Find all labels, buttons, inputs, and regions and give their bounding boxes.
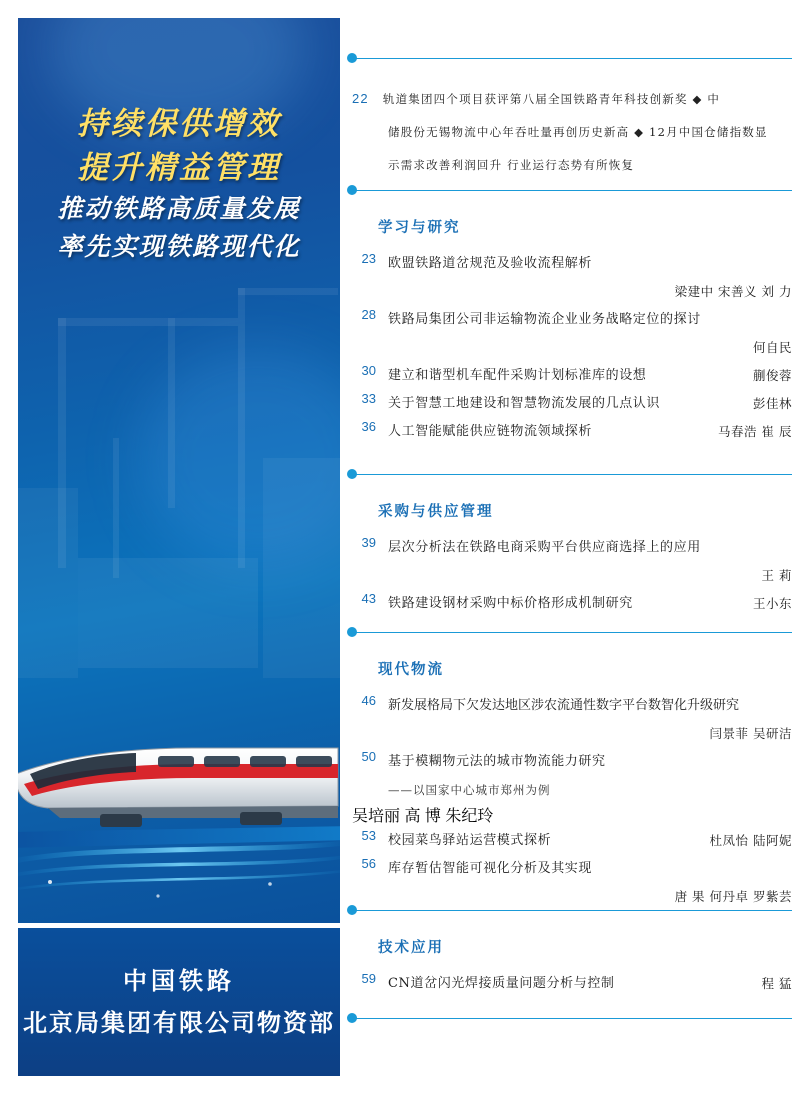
entry-page-number: 43	[361, 591, 376, 606]
entry-title: 基于模糊物元法的城市物流能力研究	[388, 754, 606, 769]
section-study-research	[352, 216, 792, 447]
section-title-technology-application: 技术应用	[378, 939, 444, 956]
divider-bullet-4	[347, 627, 357, 637]
section-technology-application	[352, 936, 792, 999]
entry-page-number: 50	[361, 749, 376, 764]
table-of-contents	[352, 18, 792, 1076]
crane-silhouette-6	[113, 438, 119, 578]
entry-page-number: 53	[361, 828, 376, 843]
divider-rule-1	[352, 58, 792, 59]
crane-silhouette-2	[58, 318, 238, 326]
news-line-1	[352, 82, 792, 116]
cover-footer-divider	[18, 923, 340, 928]
entry-title: 人工智能赋能供应链物流领域探析	[388, 424, 593, 439]
cover-title-line-1: 持续保供增效	[77, 106, 281, 142]
entry-title: 铁路建设钢材采购中标价格形成机制研究	[388, 596, 633, 611]
cover-title-line-2: 提升精益管理	[77, 150, 281, 186]
entry-title: CN道岔闪光焊接质量问题分析与控制	[388, 976, 615, 991]
entry-title: 库存暂估智能可视化分析及其实现	[388, 861, 593, 876]
section-modern-logistics	[352, 658, 792, 912]
entry-authors: 马春浩 崔 辰	[718, 424, 792, 439]
toc-entry[interactable]	[352, 535, 792, 561]
entry-page-number: 39	[361, 535, 376, 550]
toc-entry[interactable]	[352, 693, 792, 719]
news-text-2: 储股份无锡物流中心年吞吐量再创历史新高 ◆ 12月中国仓储指数显	[388, 125, 768, 139]
entry-page-number: 46	[361, 693, 376, 708]
divider-bullet-1	[347, 53, 357, 63]
section-title-procurement-supply: 采购与供应管理	[378, 503, 494, 520]
building-silhouette-1	[18, 488, 78, 678]
magazine-cover-panel	[18, 18, 340, 1076]
entry-page-number: 30	[361, 363, 376, 378]
entry-authors: 闫景菲 吴研洁	[709, 726, 792, 741]
toc-entry-subtitle-row	[352, 777, 792, 826]
news-digest-block	[352, 82, 792, 182]
entry-title: 铁路局集团公司非运输物流企业业务战略定位的探讨	[388, 312, 701, 327]
crane-silhouette-3	[168, 318, 175, 508]
toc-entry[interactable]	[352, 591, 792, 617]
entry-title: 新发展格局下欠发达地区涉农流通性数字平台数智化升级研究	[388, 698, 740, 713]
news-line-3	[388, 149, 792, 182]
toc-entry[interactable]	[352, 856, 792, 882]
toc-entry[interactable]	[352, 419, 792, 445]
entry-title: 校园菜鸟驿站运营模式探析	[388, 833, 552, 848]
entry-title: 关于智慧工地建设和智慧物流发展的几点认识	[388, 396, 661, 411]
entry-title: 建立和谐型机车配件采购计划标准库的设想	[388, 368, 647, 383]
entry-authors: 梁建中 宋善义 刘 力	[674, 284, 792, 299]
entry-page-number: 33	[361, 391, 376, 406]
entry-page-number: 28	[361, 307, 376, 322]
section-procurement-supply	[352, 500, 792, 619]
divider-bullet-3	[347, 469, 357, 479]
news-page-number: 22	[352, 91, 369, 106]
high-speed-train-illustration	[18, 656, 340, 906]
toc-entry[interactable]	[352, 828, 792, 854]
toc-entry[interactable]	[352, 971, 792, 997]
container-stack	[78, 558, 258, 668]
entry-authors: 王小东	[752, 596, 792, 611]
news-text-3: 示需求改善利润回升 行业运行态势有所恢复	[388, 158, 635, 172]
entry-title: 欧盟铁路道岔规范及验收流程解析	[388, 256, 593, 271]
toc-entry[interactable]	[352, 749, 792, 775]
toc-entry[interactable]	[352, 251, 792, 277]
section-title-study-research: 学习与研究	[378, 219, 461, 236]
cover-title-line-3: 推动铁路高质量发展	[57, 194, 301, 223]
toc-entry[interactable]	[352, 307, 792, 333]
entry-authors: 吴培丽 高 博 朱纪玲	[352, 808, 494, 825]
entry-authors: 程 猛	[761, 976, 792, 991]
divider-rule-6	[352, 1018, 792, 1019]
entry-page-number: 36	[361, 419, 376, 434]
toc-entry[interactable]	[352, 363, 792, 389]
cover-title	[18, 102, 340, 266]
entry-subtitle: ——以国家中心城市郑州为例	[388, 783, 551, 797]
crane-silhouette-4	[238, 288, 245, 568]
cover-footer-line-1: 中国铁路	[123, 966, 235, 995]
news-text-1: 轨道集团四个项目获评第八届全国铁路青年科技创新奖 ◆ 中	[382, 92, 721, 106]
entry-authors: 王 莉	[761, 568, 792, 583]
divider-bullet-2	[347, 185, 357, 195]
divider-rule-3	[352, 474, 792, 475]
cover-footer	[18, 928, 340, 1076]
entry-authors: 彭佳林	[752, 396, 792, 411]
crane-silhouette-5	[238, 288, 338, 295]
entry-authors: 唐 果 何丹卓 罗紫芸	[674, 889, 792, 904]
entry-authors: 杜凤怡 陆阿妮	[709, 833, 792, 848]
entry-page-number: 59	[361, 971, 376, 986]
divider-rule-4	[352, 632, 792, 633]
entry-title: 层次分析法在铁路电商采购平台供应商选择上的应用	[388, 540, 701, 555]
entry-authors: 蒯俊蓉	[752, 368, 792, 383]
divider-bullet-6	[347, 1013, 357, 1023]
section-title-modern-logistics: 现代物流	[378, 661, 444, 678]
building-silhouette-2	[263, 458, 340, 678]
divider-rule-2	[352, 190, 792, 191]
news-line-2	[388, 116, 792, 149]
cover-title-line-4: 率先实现铁路现代化	[57, 232, 301, 261]
entry-authors: 何自民	[752, 340, 792, 355]
toc-entry[interactable]	[352, 391, 792, 417]
entry-page-number: 23	[361, 251, 376, 266]
cover-footer-line-2: 北京局集团有限公司物资部	[23, 1008, 335, 1037]
entry-page-number: 56	[361, 856, 376, 871]
